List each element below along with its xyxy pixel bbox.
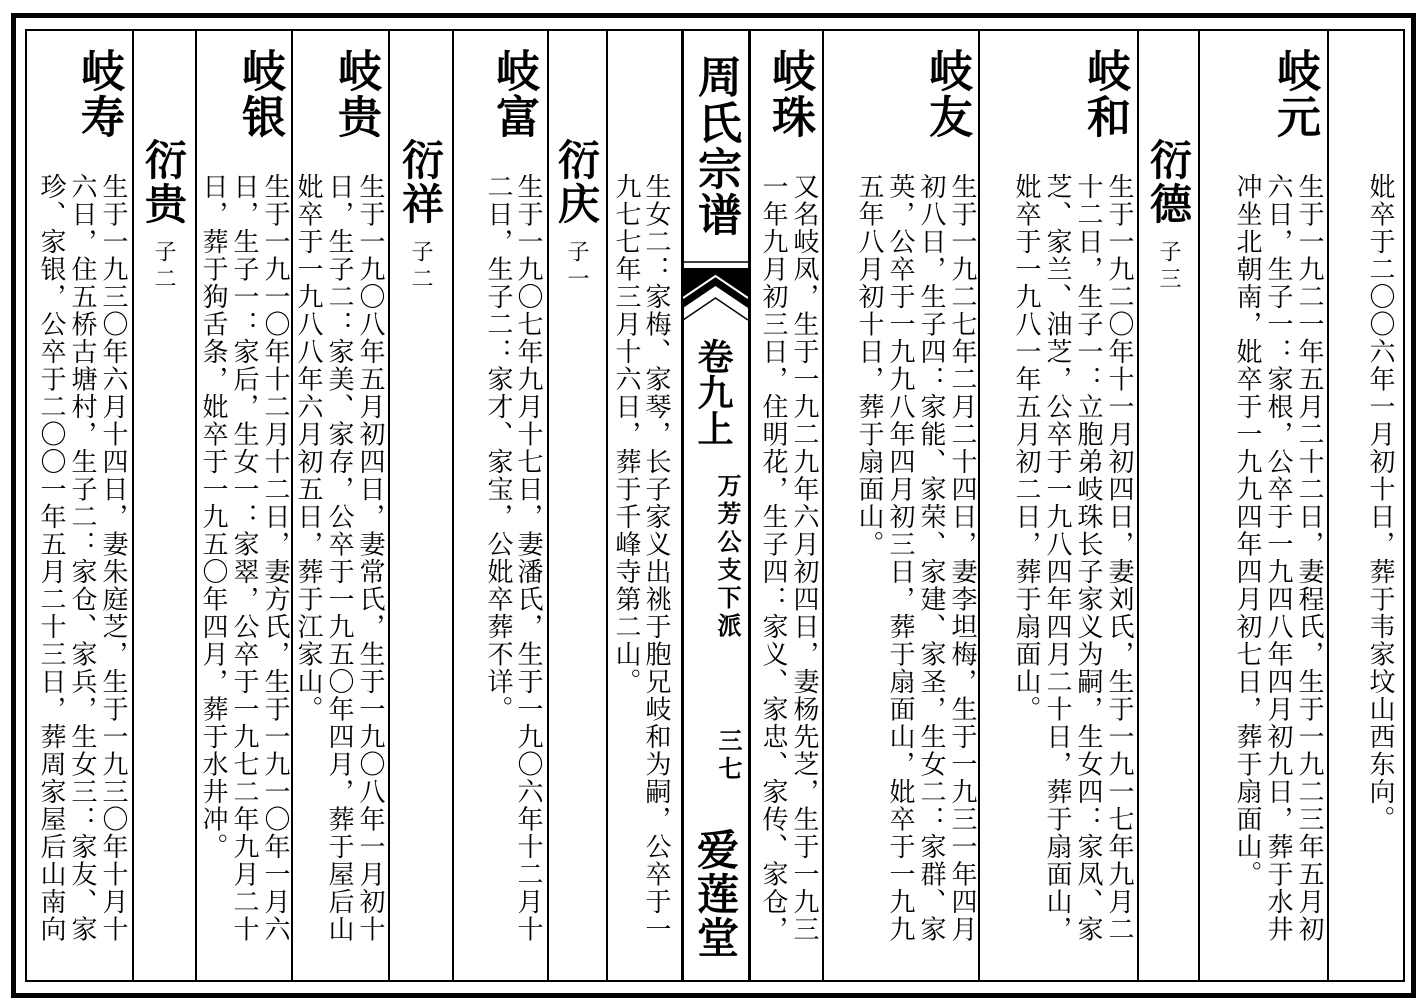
sons-count: 子一 <box>564 240 589 294</box>
person-name: 岐和 <box>1079 48 1130 140</box>
record-line: 妣卒于二〇〇六年一月初十日，葬于韦家坟山西东向。 <box>1365 173 1395 833</box>
record-line: 又名岐凤，生于一九二九年六月初四日，妻杨先芝，生于一九三 <box>789 173 819 943</box>
branch-label: 万芳公支下派 <box>713 473 742 641</box>
column-divider <box>978 29 980 982</box>
column-divider <box>452 29 454 982</box>
record-line: 日，葬于狗舌条，妣卒于一九五〇年四月，葬于水井冲。 <box>198 173 228 861</box>
person-name: 岐富 <box>488 48 539 140</box>
record-line: 妣卒于一九八一年五月初二日，葬于扇面山。 <box>1011 173 1041 723</box>
column-divider <box>1198 29 1200 982</box>
column-divider <box>1327 29 1329 982</box>
page-number: 三七 <box>714 728 743 784</box>
column-divider <box>1137 29 1139 982</box>
record-line: 生于一九〇八年五月初四日，妻常氏，生于一九〇八年一月初十 <box>355 173 385 943</box>
record-line: 生于一九一〇年十二月十二日，妻方氏，生于一九一〇年一月六 <box>260 173 290 943</box>
record-line: 生于一九〇七年九月十七日，妻潘氏，生于一九〇六年十二月十 <box>513 173 543 943</box>
record-line: 六日，生子一：家根，公卒于一九四八年四月初九日，葬于水井 <box>1263 173 1293 943</box>
person-name: 岐银 <box>234 48 285 140</box>
center-panel-border-right <box>748 29 751 982</box>
record-line: 生女二：家梅、家琴，长子家义出祧于胞兄岐和为嗣，公卒于一 <box>641 173 671 943</box>
record-line: 初八日，生子四：家能、家荣、家建、家圣，生女二：家群、家 <box>916 173 946 943</box>
book-title: 周氏宗谱 <box>690 54 741 238</box>
record-line: 二日，生子二：家才、家宝，公妣卒葬不详。 <box>483 173 513 723</box>
generation-name: 衍德 <box>1144 138 1193 226</box>
record-line: 生于一九二一年五月二十二日，妻程氏，生于一九二三年五月初 <box>1294 173 1324 943</box>
record-line: 日，生子一：家后，生女一：家翠，公卒于一九七二年九月二十 <box>229 173 259 943</box>
record-line: 冲坐北朝南，妣卒于一九九四年四月初七日，葬于扇面山。 <box>1232 173 1262 888</box>
center-panel-border-left <box>681 29 684 982</box>
record-line: 九七七年三月十六日，葬于千峰寺第二山。 <box>611 173 641 696</box>
person-name: 岐贵 <box>330 48 381 140</box>
column-divider <box>547 29 549 982</box>
sons-count: 子二 <box>408 240 433 294</box>
record-line: 日，生子二：家美、家存，公卒于一九五〇年四月，葬于屋后山 <box>324 173 354 943</box>
record-line: 珍、家银，公卒于二〇〇一年五月二十三日，葬周家屋后山南向 <box>36 173 66 943</box>
record-line: 六日，住五桥古塘村，生子二：家仓、家兵，生女三：家友、家 <box>67 173 97 943</box>
generation-name: 衍庆 <box>552 138 601 226</box>
hall-name: 爱莲堂 <box>691 828 740 960</box>
record-line: 生于一九二七年二月二十四日，妻李坦梅，生于一九三一年四月 <box>947 173 977 943</box>
generation-name: 衍贵 <box>139 138 188 226</box>
person-name: 岐寿 <box>73 48 124 140</box>
record-line: 英，公卒于一九九八年四月初三日，葬于扇面山，妣卒于一九九 <box>885 173 915 943</box>
record-line: 生于一九二〇年十一月初四日，妻刘氏，生于一九一七年九月二 <box>1104 173 1134 943</box>
record-line: 五年八月初十日，葬于扇面山。 <box>854 173 884 558</box>
generation-name: 衍祥 <box>396 138 445 226</box>
volume-label: 卷九上 <box>692 338 734 446</box>
column-divider <box>195 29 197 982</box>
record-line: 一年九月初三日，住明花，生子四：家义、家忠、家传、家仓， <box>758 173 788 943</box>
column-divider <box>132 29 134 982</box>
record-line: 芝、家兰、油芝，公卒于一九八四年四月二十日，葬于扇面山， <box>1042 173 1072 943</box>
column-divider <box>388 29 390 982</box>
column-divider <box>606 29 608 982</box>
sons-count: 子三 <box>1156 240 1181 294</box>
person-name: 岐珠 <box>764 48 815 140</box>
record-line: 妣卒于一九八八年六月初五日，葬于江家山。 <box>293 173 323 723</box>
person-name: 岐友 <box>921 48 972 140</box>
fishtail-mark <box>683 258 748 338</box>
record-line: 生于一九三〇年六月十四日，妻朱庭芝，生于一九三〇年十月十 <box>98 173 128 943</box>
person-name: 岐元 <box>1269 48 1320 140</box>
column-divider <box>822 29 824 982</box>
sons-count: 子二 <box>151 240 176 294</box>
record-line: 十二日，生子一：立胞弟岐珠长子家义为嗣，生女四：家凤、家 <box>1073 173 1103 943</box>
